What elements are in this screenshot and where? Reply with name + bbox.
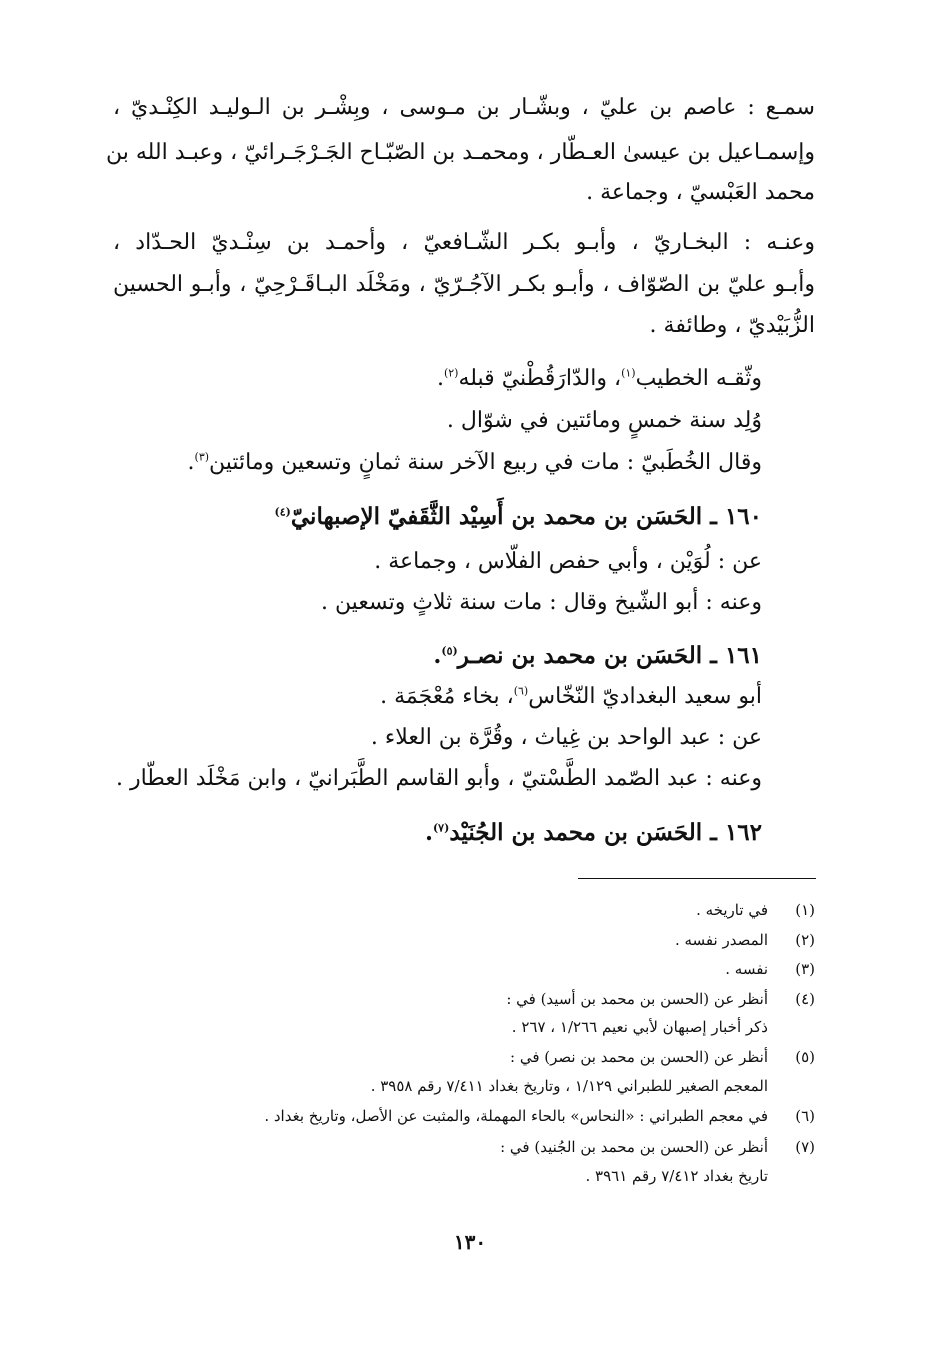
footnote-3-text: نفسه . — [725, 960, 768, 978]
entry-161-via: وعنه : عبد الصّمد الطَّسْتيّ ، وأبو القاسم الطَّبَرانيّ ، وابن مَخْلَد العطّار . — [115, 766, 762, 791]
entry-161-heading — [433, 641, 762, 671]
paragraph-anhu-line-1: وعنـه : البخـاريّ ، وأبـو بكـر الشّـافعيّ ، وأحمـد بن سِنْـديّ الحـدّاد ، — [113, 230, 815, 255]
footnote-4-number: (٤) — [795, 990, 815, 1008]
death-text-after: . — [187, 450, 195, 475]
footnote-2-text: المصدر نفسه . — [674, 931, 768, 949]
entry-number: ١٦٠ — [724, 503, 762, 530]
tawthiq-line — [437, 364, 762, 394]
footnote-5-text-line-2: المعجم الصغير للطبراني ١/١٢٩ ، وتاريخ بغداد ٧/٤١١ رقم ٣٩٥٨ . — [370, 1077, 768, 1095]
tawthiq-text-after: . — [436, 366, 444, 391]
paragraph-anhu-line-2: وأبـو عليّ بن الصّوّاف ، وأبـو بكـر الآجُـرّيّ ، ومَخْلَد البـاقَـرْحِيّ ، وأبـو الحسين — [113, 272, 815, 297]
entry-title-after: . — [433, 642, 442, 669]
footnote-7-text-line-1: أنظر عن (الحسن بن محمد بن الجُنيد) في : — [500, 1138, 768, 1156]
kunya-text: أبو سعيد البغداديّ النّخّاس — [528, 684, 762, 709]
footnote-ref-7[interactable]: (٧) — [432, 821, 450, 835]
footnote-7-number: (٧) — [795, 1138, 815, 1156]
footnote-6-number: (٦) — [795, 1107, 815, 1125]
entry-160-via: وعنه : أبو الشّيخ وقال : مات سنة ثلاثٍ وتسعين . — [320, 590, 762, 615]
tawthiq-text-before: وثّقـه الخطيب — [635, 366, 762, 391]
footnote-ref-2[interactable]: (٢) — [443, 366, 459, 380]
footnote-5-number: (٥) — [795, 1048, 815, 1066]
entry-title-after: . — [424, 819, 433, 846]
footnote-6-text: في معجم الطبراني : «النحاس» بالحاء المهملة، والمثبت عن الأصل، وتاريخ بغداد . — [264, 1107, 768, 1125]
entry-162-heading — [425, 818, 762, 848]
paragraph-anhu-line-3: الزُّبَيْديّ ، وطائفة . — [649, 313, 815, 338]
death-text: وقال الخُطَبيّ : مات في ربيع الآخر سنة ثمانٍ وتسعين ومائتين — [209, 450, 762, 475]
kunya-text-after: ، بخاء مُعْجَمَة . — [380, 684, 514, 709]
entry-title: ـ الحَسَن بن محمد بن أَسِيْد الثَّقَفيّ الإصبهانيّ — [290, 503, 717, 530]
entry-number: ١٦١ — [724, 642, 762, 669]
birth-line: وُلِد سنة خمسٍ ومائتين في شوّال . — [446, 408, 762, 433]
entry-160-heading — [275, 502, 762, 532]
footnote-2-number: (٢) — [795, 931, 815, 949]
entry-title: ـ الحَسَن بن محمد بن الجُنَيْد — [449, 819, 717, 846]
footnote-ref-6[interactable]: (٦) — [513, 684, 529, 698]
footnote-ref-3[interactable]: (٣) — [194, 450, 210, 464]
entry-number: ١٦٢ — [724, 819, 762, 846]
footnote-7-text-line-2: تاريخ بغداد ٧/٤١٢ رقم ٣٩٦١ . — [585, 1167, 768, 1185]
footnote-4-text-line-2: ذكر أخبار إصبهان لأبي نعيم ١/٢٦٦ ، ٢٦٧ . — [511, 1018, 768, 1036]
entry-161-kunya — [380, 682, 762, 712]
entry-161-from: عن : عبد الواحد بن غِياث ، وقُرَّة بن العلاء . — [370, 725, 762, 750]
tawthiq-text-middle: ، والدّارَقُطْنيّ قبله — [458, 366, 622, 391]
page-number: ١٣٠ — [453, 1230, 487, 1254]
footnote-1-number: (١) — [795, 901, 815, 919]
footnote-1-text: في تاريخه . — [696, 901, 768, 919]
paragraph-sama-line-3: محمد العَبْسيّ ، وجماعة . — [586, 180, 815, 205]
death-line — [188, 448, 762, 478]
footnote-ref-4[interactable]: (٤) — [274, 505, 291, 519]
footnote-ref-1[interactable]: (١) — [621, 366, 636, 380]
entry-title: ـ الحَسَن بن محمد بن نصـر — [457, 642, 717, 669]
footnote-5-text-line-1: أنظر عن (الحسن بن محمد بن نصر) في : — [510, 1048, 768, 1066]
footnote-ref-5[interactable]: (٥) — [441, 644, 458, 658]
paragraph-sama-line-1: سمـع : عاصم بن عليّ ، وبشّـار بن مـوسى ، وبِشْـر بن الـوليـد الكِنْـديّ ، — [113, 95, 815, 120]
paragraph-sama-line-2: وإسمـاعيل بن عيسىٰ العـطّار ، ومحمـد بن الصّبّـاح الجَـرْجَـرائيّ ، وعبـد الله بن — [105, 140, 815, 165]
footnote-3-number: (٣) — [795, 960, 815, 978]
entry-160-from: عن : لُوَيْن ، وأبي حفص الفلّاس ، وجماعة . — [374, 549, 762, 574]
footnote-4-text-line-1: أنظر عن (الحسن بن محمد بن أسيد) في : — [506, 990, 768, 1008]
footnote-separator — [578, 878, 816, 879]
